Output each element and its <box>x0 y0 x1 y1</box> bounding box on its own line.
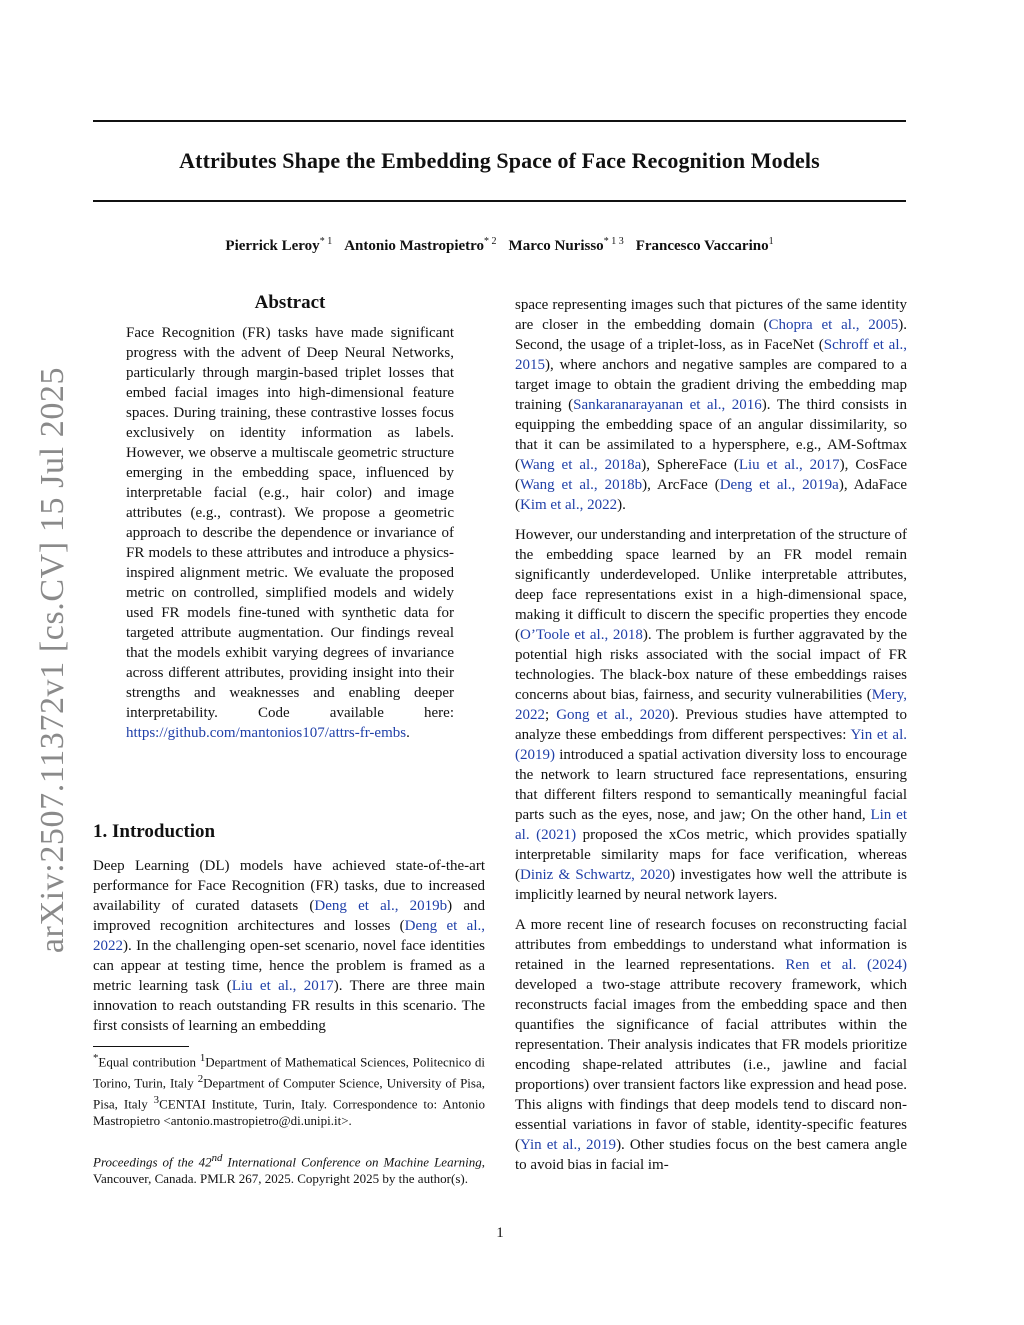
abstract-end: . <box>406 725 410 741</box>
citation-link[interactable]: Ren et al. (2024) <box>785 957 907 973</box>
citation-link[interactable]: Deng et al., 2019a <box>719 477 839 493</box>
arxiv-identifier[interactable]: arXiv:2507.11372v1 [cs.CV] 15 Jul 2025 <box>34 366 71 954</box>
citation-link[interactable]: Yin et al., 2019 <box>520 1137 617 1153</box>
paper-title: Attributes Shape the Embedding Space of Face Recognition Models <box>179 148 820 173</box>
body-text: ), CosFace ( <box>515 457 907 493</box>
body-text: Deep Learning (DL) models have achieved state-of-the-art performance for Face Recognition (FR) tasks, due to increased availability of curated datasets ( <box>93 858 485 914</box>
page-number: 1 <box>496 1225 504 1241</box>
body-text: ), AdaFace ( <box>515 477 907 513</box>
citation-link[interactable]: Diniz & Schwartz, 2020 <box>520 867 671 883</box>
author-name: Francesco Vaccarino <box>635 238 769 254</box>
author-name: Marco Nurisso <box>508 238 604 254</box>
affiliation-1: Department of Mathematical Sciences, Politecnico di Torino, Turin, Italy <box>93 1054 485 1091</box>
abstract-text: Face Recognition (FR) tasks have made significant progress with the advent of Deep Neural Networks, particularly through margin-based triplet losses that embed facial images into high-dimensional feature spaces. During training, these contrastive losses focus exclusively on identity information as labels. However, we observe a multiscale geometric structure emerging in the embedding space, influenced by interpretable facial (e.g., hair color) and image attributes (e.g., contrast). We propose a geometric approach to describe the dependence or invariance of FR models to these attributes and introduce a physics-inspired alignment metric. We evaluate the proposed metric on controlled, simplified models and widely used FR models fine-tuned with synthetic data for targeted attribute augmentation. Our findings reveal that the models exhibit varying degrees of invariance across different attributes, providing insight into their strengths and weaknesses and enabling deeper interpretability. Code available here: <box>126 325 454 721</box>
body-text: ) investigates how well the attribute is implicitly learned by neural network layers. <box>515 867 907 903</box>
abstract-heading: Abstract <box>254 292 326 313</box>
citation-link[interactable]: Deng et al., 2019b <box>314 898 448 914</box>
citation-link[interactable]: Liu et al., 2017 <box>738 457 840 473</box>
author-affiliation-mark: * 1 3 <box>603 236 624 247</box>
citation-link[interactable]: Chopra et al., 2005 <box>768 317 899 333</box>
citation-link[interactable]: Yin et al. (2019) <box>515 727 907 763</box>
right-paragraph-2 <box>515 525 907 905</box>
author-name: Pierrick Leroy <box>225 238 320 254</box>
introduction-body <box>93 856 485 1046</box>
body-text: ), ArcFace ( <box>642 477 720 493</box>
author-affiliation-mark: * 1 <box>319 236 333 247</box>
proceedings-prefix: Proceedings of the <box>93 1154 199 1170</box>
citation-link[interactable]: Lin et al. (2021) <box>515 807 907 843</box>
citation-link[interactable]: Sankaranarayanan et al., 2016 <box>573 397 762 413</box>
body-text: ). The problem is further aggravated by the potential high risks associated with the social impact of FR technologies. The black-box nature of these embeddings raises concerns about bias, fairness, and security vulnerabilities ( <box>515 627 907 703</box>
body-text: ). Second, the usage of a triplet-loss, as in FaceNet ( <box>515 317 907 353</box>
author-name: Antonio Mastropietro <box>344 238 485 254</box>
author-3 <box>509 238 624 254</box>
conference-number: 42 <box>198 1154 212 1170</box>
right-paragraph-1 <box>515 295 907 515</box>
affiliation-2: Department of Computer Science, University of Pisa, Pisa, Italy <box>93 1075 485 1112</box>
author-affiliation-mark: * 2 <box>484 236 497 247</box>
citation-link[interactable]: Deng et al., 2022 <box>93 918 485 954</box>
citation-link[interactable]: O’Toole et al., 2018 <box>520 627 643 643</box>
title-top-rule <box>93 120 906 122</box>
code-link[interactable]: https://github.com/mantonios107/attrs-fr-embs <box>126 725 407 741</box>
citation-link[interactable]: Wang et al., 2018b <box>520 477 643 493</box>
citation-link[interactable]: Schroff et al., 2015 <box>515 337 907 373</box>
body-text: ). In the challenging open-set scenario, novel face identities can appear at testing time, hence the problem is framed as a metric learning task ( <box>93 938 485 994</box>
right-column-body <box>515 295 907 1185</box>
citation-link[interactable]: Liu et al., 2017 <box>231 978 334 994</box>
intro-paragraph <box>93 856 485 1036</box>
body-text: space representing images such that pictures of the same identity are closer in the embedding domain ( <box>515 297 907 333</box>
body-text: ), SphereFace ( <box>641 457 739 473</box>
citation-link[interactable]: Gong et al., 2020 <box>556 707 670 723</box>
affiliations-footnote: *Equal contribution $^1$Department of Mathematical Sciences, Politecnico di Torino, Turin, Italy $^2$Department of Computer Science, University of Pisa, Pisa, Italy $^3$CENTAI Institute, Turin, Italy. Correspondence to: Antonio Mastropietro <antonio.mastropietro@di.unipi.it>. <box>93 1052 485 1129</box>
conference-ordinal: nd <box>211 1152 223 1164</box>
body-text: ). The third consists in equipping the embedding space of an angular dissimilarity, so that it can be assimilated to a hypersphere, e.g., AM-Softmax ( <box>515 397 908 473</box>
body-text: introduced a spatial activation diversity loss to encourage the network to learn structured face representations, ensuring that different filters respond to semantically meaningful facial parts such as the eyes, nose, and jaw; On the other hand, <box>515 747 907 823</box>
body-text: A more recent line of research focuses on reconstructing facial attributes from embeddings to understand what information is retained in the learned representations. <box>515 917 907 973</box>
abstract-body <box>126 323 454 743</box>
equal-contribution: Equal contribution <box>98 1054 197 1070</box>
conference-name: International Conference on Machine Learning <box>222 1154 482 1170</box>
affiliation-3: CENTAI Institute, Turin, Italy. <box>159 1096 328 1112</box>
footnote-rule <box>93 1046 189 1047</box>
proceedings-details: , Vancouver, Canada. PMLR 267, 2025. Copyright 2025 by the author(s). <box>93 1154 485 1187</box>
body-text: proposed the xCos metric, which provides spatially interpretable similarity maps for face verification, whereas ( <box>515 827 907 883</box>
body-text: ). Previous studies have attempted to analyze these embeddings from different perspectives: <box>515 707 908 743</box>
body-text: ) and improved recognition architectures and losses ( <box>93 898 486 934</box>
right-paragraph-3 <box>515 915 907 1175</box>
author-list <box>93 236 906 255</box>
author-1 <box>225 238 332 254</box>
citation-link[interactable]: Wang et al., 2018a <box>520 457 642 473</box>
title-bottom-rule <box>93 200 906 202</box>
introduction-heading: 1. Introduction <box>93 821 216 842</box>
correspondence: Correspondence to: Antonio Mastropietro <antonio.mastropietro@di.unipi.it>. <box>93 1096 485 1129</box>
body-text: developed a two-stage attribute recovery framework, which reconstructs facial images from the embedding space and then quantifies the significance of facial attributes within the representation. Their analysis indicates that FR models prioritize encoding shape-related attributes (i.e., jawline and facial proportions) over transient factors like expression and head pose. This aligns with findings that deep models tend to discard non-essential variations in favor of stable, identity-specific features ( <box>515 977 907 1153</box>
body-text: ), where anchors and negative samples are compared to a target image to obtain the gradient driving the embedding map training ( <box>515 357 907 413</box>
author-affiliation-mark: 1 <box>768 236 774 247</box>
author-4 <box>636 238 774 254</box>
author-2 <box>344 238 496 254</box>
citation-link[interactable]: Kim et al., 2022 <box>520 497 618 513</box>
citation-link[interactable]: Mery, 2022 <box>515 687 907 723</box>
body-text: ; <box>545 707 557 723</box>
body-text: ). <box>617 497 626 513</box>
body-text: ). Other studies focus on the best camera angle to avoid bias in facial im- <box>515 1137 907 1173</box>
body-text: ). There are three main innovation to reach outstanding FR results in this scenario. The first consists of learning an embedding <box>93 978 485 1034</box>
proceedings-note <box>93 1150 485 1188</box>
body-text: However, our understanding and interpretation of the structure of the embedding space learned by an FR model remain significantly underdeveloped. Unlike interpretable attributes, deep face representations exist in a high-dimensional space, making it difficult to discern the specific properties they encode ( <box>515 527 907 643</box>
